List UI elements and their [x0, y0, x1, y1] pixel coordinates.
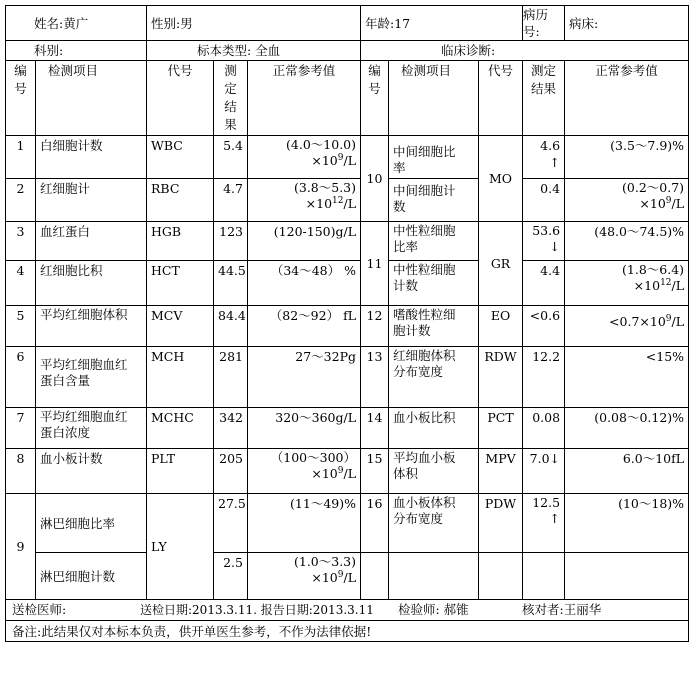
- row-result-right: [523, 222, 565, 261]
- row-item-right: 平均血小板体积: [389, 449, 479, 494]
- unit-base: ×10: [639, 196, 666, 211]
- unit-tail: /L: [671, 196, 685, 211]
- unit-exp: 9: [337, 569, 344, 580]
- row-result: 44.5: [214, 261, 248, 306]
- row-result-right: 12.2: [523, 347, 565, 408]
- table-row: [6, 553, 689, 600]
- table-row: [6, 449, 689, 494]
- row-result: 84.4: [214, 306, 248, 347]
- report-dates: 送检日期:2013.3.11. 报告日期:2013.3.11: [140, 603, 374, 617]
- row-item-right: 血小板体积分布宽度: [389, 494, 479, 553]
- unit-tail: /L: [671, 278, 685, 293]
- row-result: 205: [214, 449, 248, 494]
- range-text: <0.7×10: [609, 314, 666, 329]
- col-no-right-label: 编号: [368, 63, 381, 96]
- row-range-right: (3.5～7.9)%: [565, 136, 689, 179]
- empty-cell: [361, 553, 389, 600]
- col-range: 正常参考值: [248, 61, 361, 136]
- row-item: 红细胞计: [36, 179, 147, 222]
- col-item-right: 检测项目: [389, 61, 479, 136]
- row-range: （34～48） %: [248, 261, 361, 306]
- row-range: 320～360g/L: [248, 408, 361, 449]
- table-row: [6, 179, 689, 222]
- row-range: [248, 136, 361, 179]
- row-result: 5.4: [214, 136, 248, 179]
- range-unit: [569, 278, 684, 294]
- row-range: (120-150)g/L: [248, 222, 361, 261]
- row-range: [248, 553, 361, 600]
- row-item-right: 血小板比积: [389, 408, 479, 449]
- row-result-right: 4.6 ↑: [523, 136, 565, 179]
- empty-cell: [565, 553, 689, 600]
- row-range-right: <15%: [565, 347, 689, 408]
- result-value: 53.6: [532, 223, 561, 238]
- range-text: (1.8～6.4): [622, 262, 685, 277]
- row-range-right: 6.0～10fL: [565, 449, 689, 494]
- col-range-right: 正常参考值: [565, 61, 689, 136]
- range-text: (1.0～3.3): [293, 554, 356, 569]
- row-code-right: MO: [479, 136, 523, 222]
- unit-tail: /L: [343, 153, 356, 168]
- row-no-right: 11: [361, 222, 389, 306]
- col-no-right: [361, 61, 389, 136]
- bed-number: 病床:: [565, 6, 689, 41]
- col-result-label: 测定结果: [224, 63, 237, 132]
- empty-cell: [479, 553, 523, 600]
- signature-row: [6, 600, 689, 621]
- clinical-diagnosis: 临床诊断:: [361, 41, 689, 61]
- row-no-right: 16: [361, 494, 389, 553]
- row-result-right: 0.4: [523, 179, 565, 222]
- row-item: 红细胞比积: [36, 261, 147, 306]
- unit-base: ×10: [311, 570, 338, 585]
- unit-base: ×10: [305, 196, 333, 211]
- col-no: [6, 61, 36, 136]
- row-result: 2.5: [214, 553, 248, 600]
- row-result-right: <0.6: [523, 306, 565, 347]
- row-item-right: 中性粒细胞比率: [389, 222, 479, 261]
- patient-age: 年龄:17: [361, 6, 523, 41]
- specimen-type: 标本类型: 全血: [147, 41, 361, 61]
- row-result: 281: [214, 347, 248, 408]
- row-item: 平均红细胞体积: [36, 306, 147, 347]
- unit-tail: /L: [343, 570, 356, 585]
- unit-exp: 12: [660, 277, 672, 288]
- row-item-right: 中间细胞计数: [389, 179, 479, 222]
- unit-exp: 9: [665, 313, 672, 324]
- unit-exp: 9: [337, 152, 344, 163]
- row-code-right: RDW: [479, 347, 523, 408]
- row-code: MCH: [147, 347, 214, 408]
- range-text: （100～300）: [270, 450, 356, 465]
- row-result: 123: [214, 222, 248, 261]
- row-item-right: 红细胞体积分布宽度: [389, 347, 479, 408]
- row-item: 血红蛋白: [36, 222, 147, 261]
- row-range: (11～49)%: [248, 494, 361, 553]
- row-code: LY: [147, 494, 214, 600]
- table-row: [6, 347, 689, 408]
- row-code: HCT: [147, 261, 214, 306]
- unit-exp: 9: [665, 195, 672, 206]
- row-range-right: (0.08～0.12)%: [565, 408, 689, 449]
- row-range-right: [565, 306, 689, 347]
- row-item-right: 中间细胞比率: [389, 136, 479, 179]
- row-code-right: GR: [479, 222, 523, 306]
- row-item-right: 中性粒细胞计数: [389, 261, 479, 306]
- table-row: [6, 261, 689, 306]
- range-unit: [569, 196, 684, 212]
- range-unit: [252, 153, 356, 169]
- row-no-right: 13: [361, 347, 389, 408]
- result-flag: ↑: [549, 511, 561, 526]
- row-range-right: [565, 179, 689, 222]
- range-text: (0.2～0.7): [622, 180, 685, 195]
- row-result-right: 4.4: [523, 261, 565, 306]
- unit-tail: /L: [343, 196, 356, 211]
- row-item: 淋巴细胞计数: [36, 553, 147, 600]
- range-text: (4.0～10.0): [286, 137, 356, 152]
- unit-tail: /L: [671, 314, 685, 329]
- table-row: [6, 494, 689, 553]
- range-text: (3.8～5.3): [293, 180, 356, 195]
- patient-name: 姓名:黄广: [6, 6, 147, 41]
- unit-tail: /L: [343, 466, 356, 481]
- col-item: 检测项目: [36, 61, 147, 136]
- col-result: [214, 61, 248, 136]
- col-result-right: [523, 61, 565, 136]
- unit-base: ×10: [311, 153, 338, 168]
- row-code-right: PCT: [479, 408, 523, 449]
- col-result-right-label: 测定结果: [531, 63, 557, 96]
- empty-cell: [523, 553, 565, 600]
- table-row: [6, 306, 689, 347]
- row-range: 27～32Pg: [248, 347, 361, 408]
- row-no: 8: [6, 449, 36, 494]
- range-unit: [252, 466, 356, 482]
- row-no: 4: [6, 261, 36, 306]
- row-no: 3: [6, 222, 36, 261]
- row-range-right: [565, 261, 689, 306]
- row-code: WBC: [147, 136, 214, 179]
- table-row: [6, 136, 689, 179]
- lab-report-table: [5, 5, 689, 642]
- row-no-right: 15: [361, 449, 389, 494]
- row-range: [248, 449, 361, 494]
- empty-cell: [389, 553, 479, 600]
- unit-base: ×10: [311, 466, 338, 481]
- row-no-right: 12: [361, 306, 389, 347]
- row-no: 2: [6, 179, 36, 222]
- row-code: MCHC: [147, 408, 214, 449]
- sender-doctor: 送检医师:: [12, 602, 67, 617]
- table-row: [6, 408, 689, 449]
- row-item: 平均红细胞血红蛋白含量: [36, 347, 147, 408]
- row-result-right: [523, 494, 565, 553]
- result-value: 12.5: [532, 495, 561, 510]
- row-item: 平均红细胞血红蛋白浓度: [36, 408, 147, 449]
- row-code: RBC: [147, 179, 214, 222]
- row-result-right: 0.08: [523, 408, 565, 449]
- col-code: 代号: [147, 61, 214, 136]
- patient-gender: 性别:男: [147, 6, 361, 41]
- row-range-right: (48.0～74.5)%: [565, 222, 689, 261]
- row-no: 1: [6, 136, 36, 179]
- row-code: HGB: [147, 222, 214, 261]
- row-no-right: 14: [361, 408, 389, 449]
- row-range: [248, 179, 361, 222]
- table-row: [6, 222, 689, 261]
- row-no-right: 10: [361, 136, 389, 222]
- unit-exp: 9: [337, 465, 344, 476]
- col-no-label: 编号: [14, 63, 27, 96]
- row-code-right: PDW: [479, 494, 523, 553]
- range-unit: [252, 196, 356, 212]
- note-row: 备注:此结果仅对本标本负责，供开单医生参考，不作为法律依据!: [6, 621, 689, 642]
- row-item: 白细胞计数: [36, 136, 147, 179]
- col-code-right: 代号: [479, 61, 523, 136]
- row-result: 27.5: [214, 494, 248, 553]
- row-item-right: 嗜酸性粒细胞计数: [389, 306, 479, 347]
- row-item: 血小板计数: [36, 449, 147, 494]
- unit-exp: 12: [332, 195, 344, 206]
- result-flag: ↓: [549, 239, 561, 254]
- checker: 核对者:王丽华: [522, 602, 602, 617]
- department: 科别:: [6, 41, 147, 61]
- row-result: 342: [214, 408, 248, 449]
- row-code: MCV: [147, 306, 214, 347]
- row-no: 7: [6, 408, 36, 449]
- row-no: 5: [6, 306, 36, 347]
- row-code: PLT: [147, 449, 214, 494]
- row-code-right: EO: [479, 306, 523, 347]
- record-number: 病历号:: [523, 6, 565, 41]
- range-unit: [252, 570, 356, 586]
- row-no: 6: [6, 347, 36, 408]
- row-item: 淋巴细胞比率: [36, 494, 147, 553]
- row-result-right: 7.0↓: [523, 449, 565, 494]
- row-range-right: (10～18)%: [565, 494, 689, 553]
- row-result: 4.7: [214, 179, 248, 222]
- unit-base: ×10: [633, 278, 661, 293]
- row-code-right: MPV: [479, 449, 523, 494]
- row-range: （82～92） fL: [248, 306, 361, 347]
- inspector: 检验师: 郝锥: [398, 602, 469, 617]
- row-no: 9: [6, 494, 36, 600]
